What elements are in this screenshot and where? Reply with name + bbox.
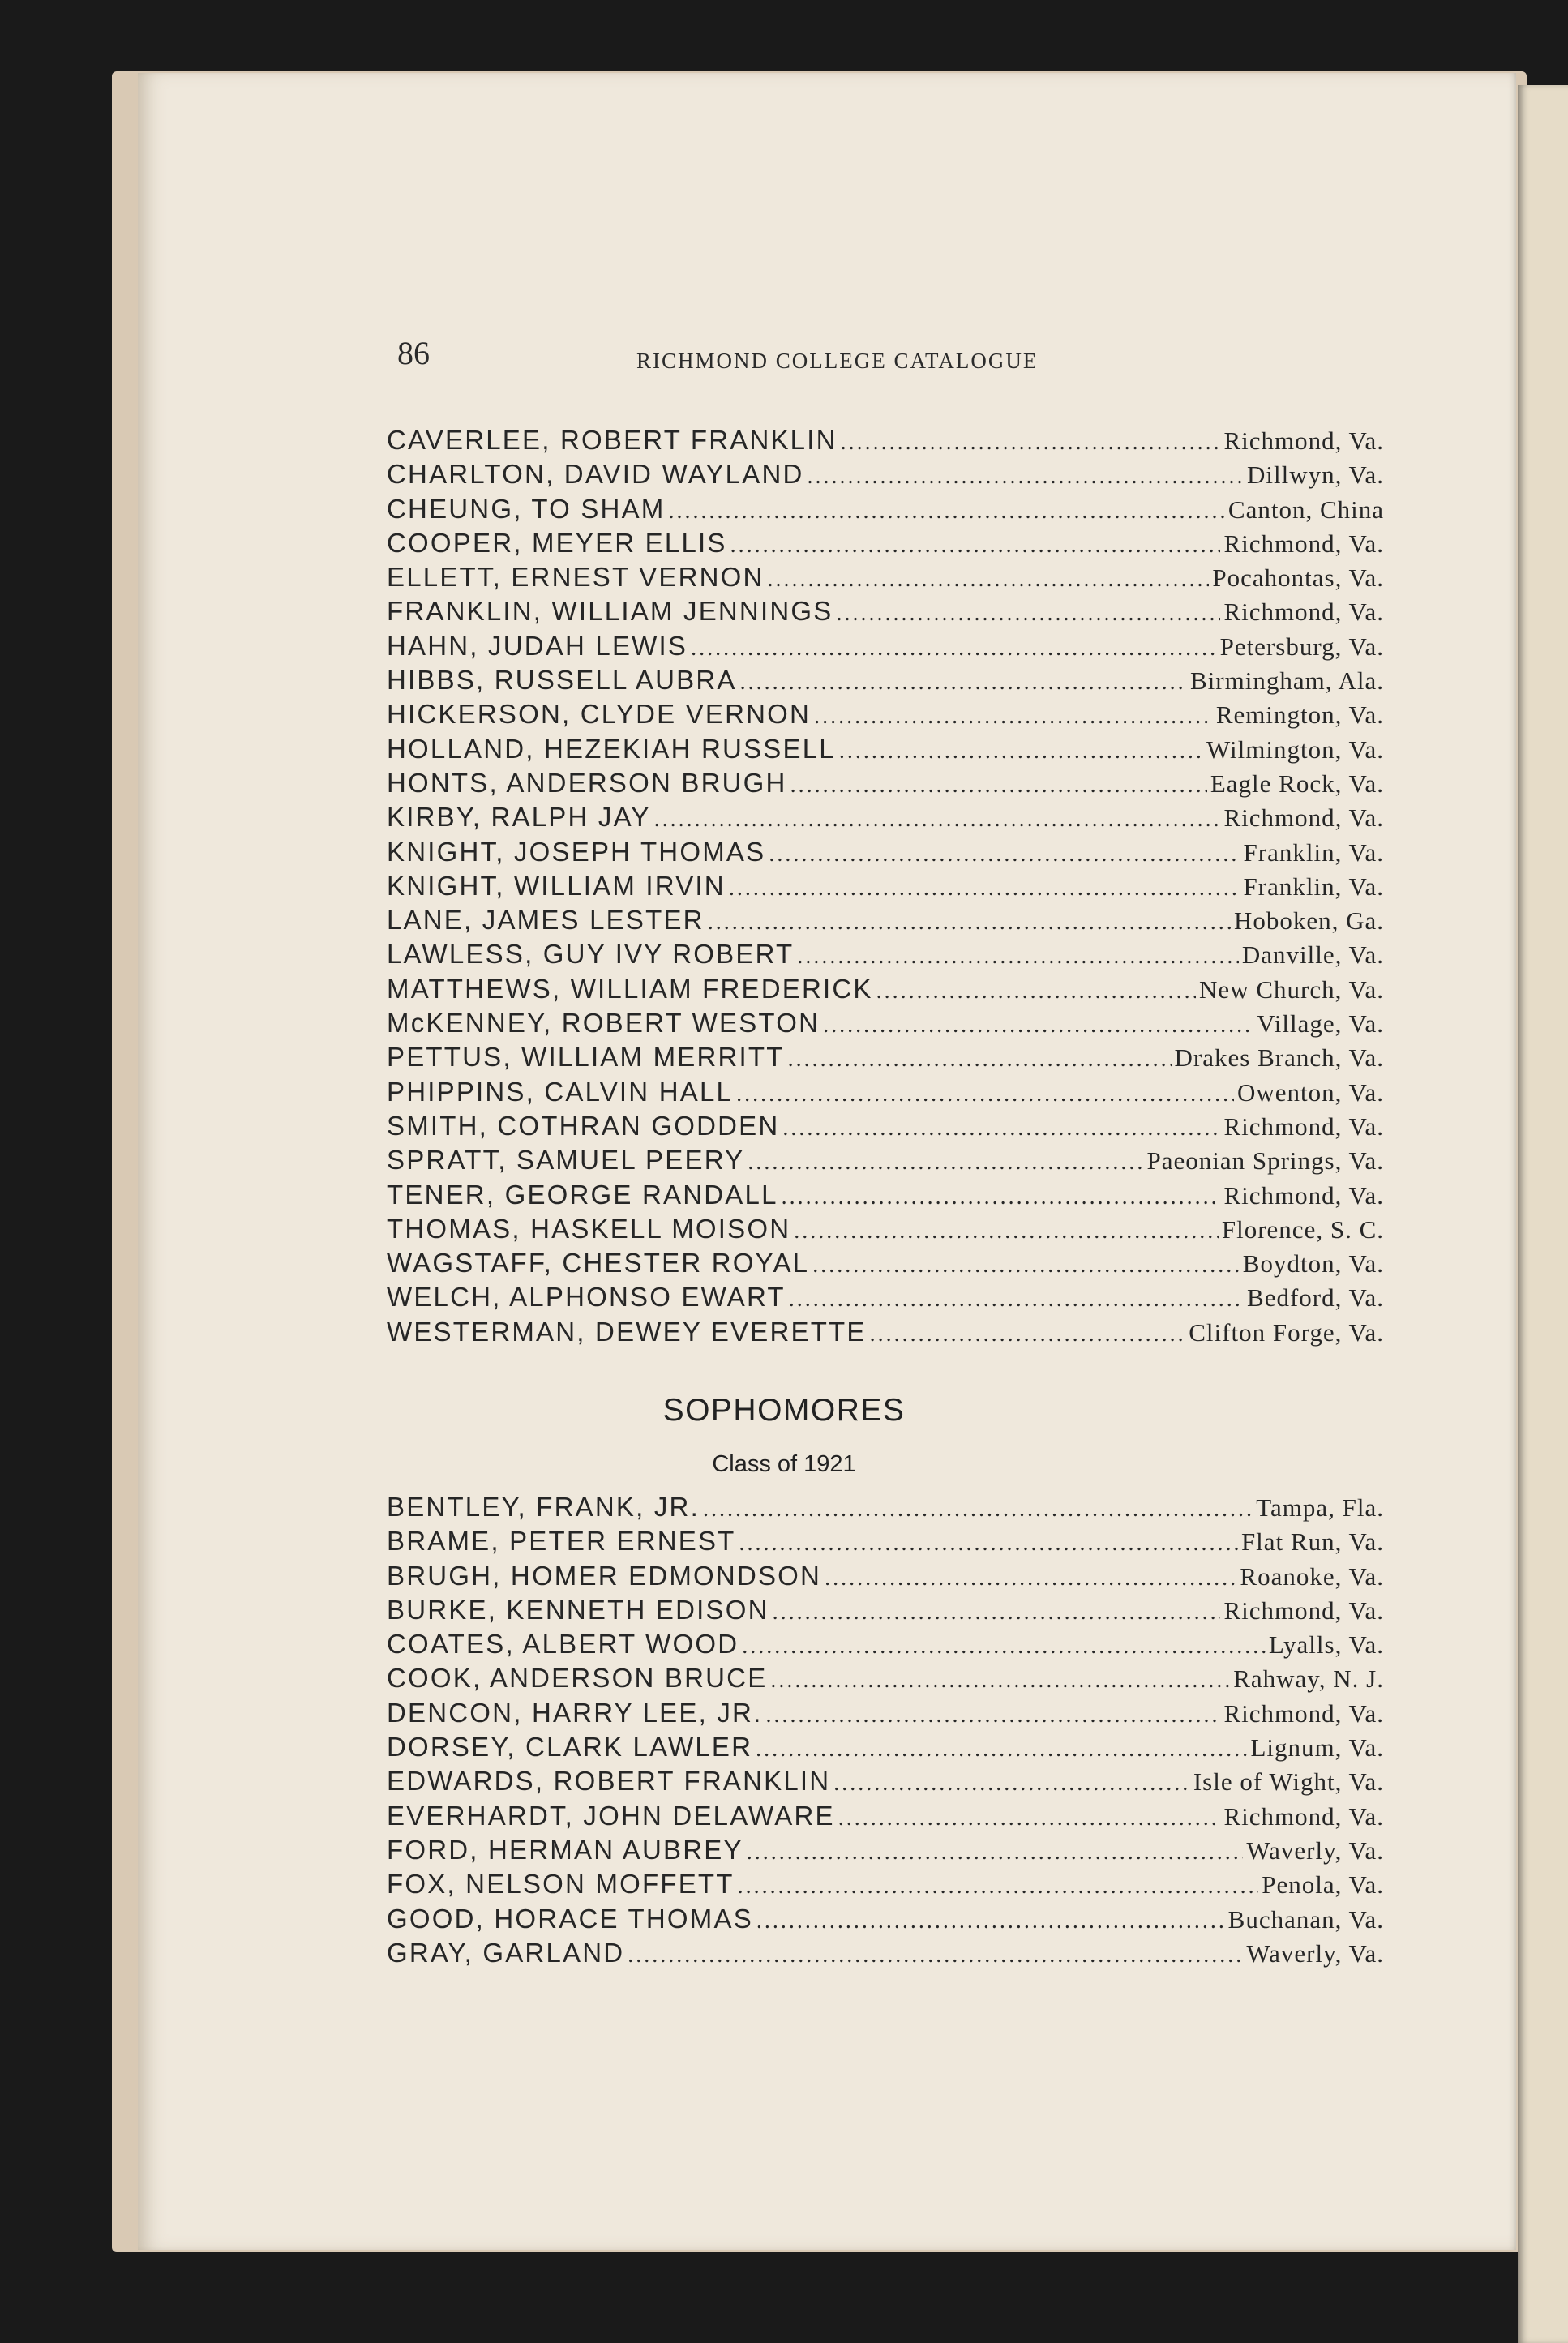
student-name: PETTUS, WILLIAM MERRITT: [387, 1042, 785, 1073]
dot-leader: [736, 1077, 1234, 1112]
dot-leader: [742, 1630, 1266, 1664]
student-hometown: Richmond, Va.: [1223, 1801, 1384, 1831]
student-entry: [387, 766, 1384, 800]
student-name: DENCON, HARRY LEE, JR.: [387, 1697, 763, 1728]
student-hometown: Richmond, Va.: [1223, 426, 1384, 455]
student-hometown: Pocahontas, Va.: [1212, 563, 1384, 593]
dot-leader: [839, 735, 1203, 769]
dot-leader: [703, 1493, 1253, 1527]
dot-leader: [876, 974, 1196, 1009]
student-hometown: Paeonian Springs, Va.: [1146, 1146, 1384, 1176]
page-header: [397, 334, 1378, 383]
dot-leader: [756, 1904, 1225, 1938]
student-name: EVERHARDT, JOHN DELAWARE: [387, 1800, 835, 1831]
student-name: BURKE, KENNETH EDISON: [387, 1594, 769, 1625]
student-entry: [387, 1075, 1384, 1109]
student-name: THOMAS, HASKELL MOISON: [387, 1213, 791, 1244]
student-hometown: Canton, China: [1227, 495, 1384, 524]
student-name: McKENNEY, ROBERT WESTON: [387, 1008, 820, 1039]
student-name: WELCH, ALPHONSO EWART: [387, 1282, 786, 1313]
student-name: SPRATT, SAMUEL PEERY: [387, 1145, 745, 1176]
dot-leader: [870, 1317, 1186, 1351]
student-entry: [387, 457, 1384, 491]
student-name: TENER, GEORGE RANDALL: [387, 1179, 778, 1210]
dot-leader: [730, 529, 1221, 563]
dot-leader: [747, 1835, 1244, 1870]
student-hometown: Tampa, Fla.: [1256, 1493, 1384, 1522]
student-entry: [387, 423, 1384, 457]
student-name: LAWLESS, GUY IVY ROBERT: [387, 939, 795, 970]
student-name: HICKERSON, CLYDE VERNON: [387, 699, 812, 730]
student-entry: [387, 1696, 1384, 1730]
dot-leader: [738, 1870, 1259, 1904]
student-hometown: Wilmington, Va.: [1206, 735, 1384, 764]
student-hometown: Bedford, Va.: [1247, 1283, 1384, 1313]
student-name: GRAY, GARLAND: [387, 1937, 625, 1968]
student-entry: [387, 903, 1384, 937]
student-hometown: Drakes Branch, Va.: [1174, 1043, 1384, 1073]
student-name: LANE, JAMES LESTER: [387, 905, 705, 936]
student-name: HONTS, ANDERSON BRUGH: [387, 767, 787, 798]
student-hometown: Richmond, Va.: [1223, 529, 1384, 558]
section-heading-text: SOPHOMORES: [662, 1393, 906, 1428]
student-name: DORSEY, CLARK LAWLER: [387, 1732, 753, 1763]
student-entry: [387, 526, 1384, 560]
dot-leader: [782, 1180, 1221, 1214]
student-hometown: Franklin, Va.: [1243, 837, 1384, 867]
student-entry: [387, 1143, 1384, 1177]
dot-leader: [740, 666, 1187, 700]
student-hometown: Lyalls, Va.: [1268, 1630, 1384, 1660]
dot-leader: [808, 460, 1244, 494]
student-name: ELLETT, ERNEST VERNON: [387, 562, 765, 593]
student-entry: [387, 1178, 1384, 1212]
dot-leader: [669, 495, 1225, 529]
student-name: CHARLTON, DAVID WAYLAND: [387, 459, 804, 490]
dot-leader: [756, 1733, 1247, 1767]
class-year: Class of 1921: [712, 1451, 856, 1477]
student-name: FOX, NELSON MOFFETT: [387, 1869, 735, 1900]
student-hometown: Rahway, N. J.: [1233, 1664, 1384, 1694]
student-entry: [387, 1799, 1384, 1833]
student-hometown: Dillwyn, Va.: [1246, 460, 1384, 490]
student-hometown: Isle of Wight, Va.: [1193, 1767, 1384, 1797]
dot-leader: [838, 1801, 1221, 1835]
student-name: COATES, ALBERT WOOD: [387, 1629, 739, 1660]
student-name: WAGSTAFF, CHESTER ROYAL: [387, 1248, 810, 1279]
student-entry: [387, 1280, 1384, 1314]
student-hometown: Remington, Va.: [1215, 700, 1384, 730]
student-entry: [387, 869, 1384, 903]
dot-leader: [782, 1112, 1220, 1146]
student-name: MATTHEWS, WILLIAM FREDERICK: [387, 973, 873, 1004]
student-name: COOPER, MEYER ELLIS: [387, 527, 727, 558]
dot-leader: [841, 426, 1221, 460]
student-name: CAVERLEE, ROBERT FRANKLIN: [387, 425, 838, 455]
student-hometown: Richmond, Va.: [1223, 803, 1384, 833]
student-entry: [387, 1833, 1384, 1867]
student-hometown: Florence, S. C.: [1221, 1214, 1384, 1244]
dot-leader: [789, 1283, 1244, 1317]
dot-leader: [788, 1043, 1172, 1077]
student-hometown: Birmingham, Ala.: [1189, 666, 1384, 696]
student-entry: [387, 1593, 1384, 1627]
student-name: FORD, HERMAN AUBREY: [387, 1834, 743, 1865]
student-entry: [387, 1936, 1384, 1970]
student-name: COOK, ANDERSON BRUCE: [387, 1663, 768, 1694]
student-name: KNIGHT, JOSEPH THOMAS: [387, 836, 766, 867]
dot-leader: [825, 1561, 1236, 1596]
student-entry: [387, 732, 1384, 766]
student-entry: [387, 1559, 1384, 1593]
dot-leader: [739, 1527, 1238, 1561]
student-entry: [387, 972, 1384, 1006]
student-name: HOLLAND, HEZEKIAH RUSSELL: [387, 733, 836, 764]
student-hometown: Richmond, Va.: [1223, 1112, 1384, 1141]
dot-leader: [812, 1249, 1240, 1283]
student-entry: [387, 629, 1384, 663]
dot-leader: [814, 700, 1213, 734]
student-name: WESTERMAN, DEWEY EVERETTE: [387, 1316, 867, 1347]
dot-leader: [654, 803, 1221, 837]
student-hometown: Owenton, Va.: [1236, 1077, 1384, 1107]
dot-leader: [770, 1664, 1230, 1698]
student-entry: [387, 560, 1384, 594]
student-entry: [387, 1006, 1384, 1040]
dot-leader: [794, 1214, 1219, 1249]
student-entry: [387, 1764, 1384, 1798]
student-hometown: Clifton Forge, Va.: [1189, 1317, 1384, 1347]
dot-leader: [773, 1596, 1221, 1630]
student-entry: [387, 1867, 1384, 1901]
student-name: BENTLEY, FRANK, JR.: [387, 1492, 700, 1522]
student-entry: [387, 1661, 1384, 1695]
student-entry: [387, 697, 1384, 731]
student-hometown: Richmond, Va.: [1223, 1180, 1384, 1210]
student-hometown: Lignum, Va.: [1250, 1733, 1384, 1763]
student-name: KNIGHT, WILLIAM IRVIN: [387, 870, 726, 901]
student-entry: [387, 1730, 1384, 1764]
dot-leader: [691, 632, 1216, 666]
student-hometown: Eagle Rock, Va.: [1210, 769, 1384, 798]
sophomore-list: [387, 1490, 1384, 1970]
page-number: 86: [397, 335, 430, 371]
student-hometown: Buchanan, Va.: [1227, 1904, 1384, 1934]
student-entry: [387, 1212, 1384, 1246]
student-hometown: Petersburg, Va.: [1219, 632, 1384, 661]
student-entry: [387, 1524, 1384, 1558]
student-name: BRUGH, HOMER EDMONDSON: [387, 1560, 822, 1591]
student-hometown: Richmond, Va.: [1223, 1698, 1384, 1728]
student-entry: [387, 800, 1384, 834]
student-name: CHEUNG, TO SHAM: [387, 493, 666, 524]
student-hometown: Flat Run, Va.: [1240, 1527, 1384, 1557]
section-heading: [0, 1393, 1406, 1429]
student-entry: [387, 492, 1384, 526]
student-entry: [387, 1315, 1384, 1349]
student-name: GOOD, HORACE THOMAS: [387, 1903, 753, 1934]
student-entry: [387, 835, 1384, 869]
student-entry: [387, 937, 1384, 971]
student-hometown: Danville, Va.: [1241, 940, 1384, 970]
student-entry: [387, 1040, 1384, 1074]
dot-leader: [823, 1009, 1253, 1043]
dot-leader: [729, 872, 1240, 906]
student-entry: [387, 1627, 1384, 1661]
student-hometown: Penola, Va.: [1262, 1870, 1384, 1900]
running-title: RICHMOND COLLEGE CATALOGUE: [636, 349, 1039, 373]
student-hometown: Franklin, Va.: [1243, 872, 1384, 901]
student-entry: [387, 1109, 1384, 1143]
student-hometown: Boydton, Va.: [1242, 1249, 1384, 1279]
student-name: FRANKLIN, WILLIAM JENNINGS: [387, 596, 833, 627]
dot-leader: [768, 563, 1210, 597]
student-name: PHIPPINS, CALVIN HALL: [387, 1076, 734, 1107]
student-list-top: [387, 423, 1384, 1349]
facing-page-edge: [1518, 85, 1568, 2343]
student-entry: [387, 1246, 1384, 1280]
dot-leader: [797, 940, 1238, 974]
student-hometown: Waverly, Va.: [1246, 1938, 1384, 1968]
student-hometown: Waverly, Va.: [1246, 1835, 1384, 1865]
dot-leader: [708, 906, 1231, 940]
student-name: KIRBY, RALPH JAY: [387, 802, 651, 833]
dot-leader: [790, 769, 1207, 803]
dot-leader: [769, 837, 1240, 872]
student-name: HIBBS, RUSSELL AUBRA: [387, 665, 737, 696]
student-entry: [387, 1902, 1384, 1936]
student-name: EDWARDS, ROBERT FRANKLIN: [387, 1766, 831, 1797]
student-entry: [387, 594, 1384, 628]
student-hometown: New Church, Va.: [1199, 974, 1384, 1004]
dot-leader: [765, 1698, 1220, 1733]
student-hometown: Roanoke, Va.: [1240, 1561, 1384, 1591]
student-name: BRAME, PETER ERNEST: [387, 1526, 736, 1557]
dot-leader: [833, 1767, 1190, 1801]
student-hometown: Richmond, Va.: [1223, 598, 1384, 627]
student-name: SMITH, COTHRAN GODDEN: [387, 1110, 780, 1141]
dot-leader: [836, 597, 1220, 631]
student-hometown: Richmond, Va.: [1223, 1596, 1384, 1625]
dot-leader: [748, 1146, 1143, 1180]
student-name: HAHN, JUDAH LEWIS: [387, 630, 688, 661]
student-hometown: Village, Va.: [1257, 1009, 1384, 1039]
dot-leader: [628, 1938, 1243, 1972]
student-hometown: Hoboken, Ga.: [1233, 906, 1384, 936]
student-entry: [387, 663, 1384, 697]
student-entry: [387, 1490, 1384, 1524]
